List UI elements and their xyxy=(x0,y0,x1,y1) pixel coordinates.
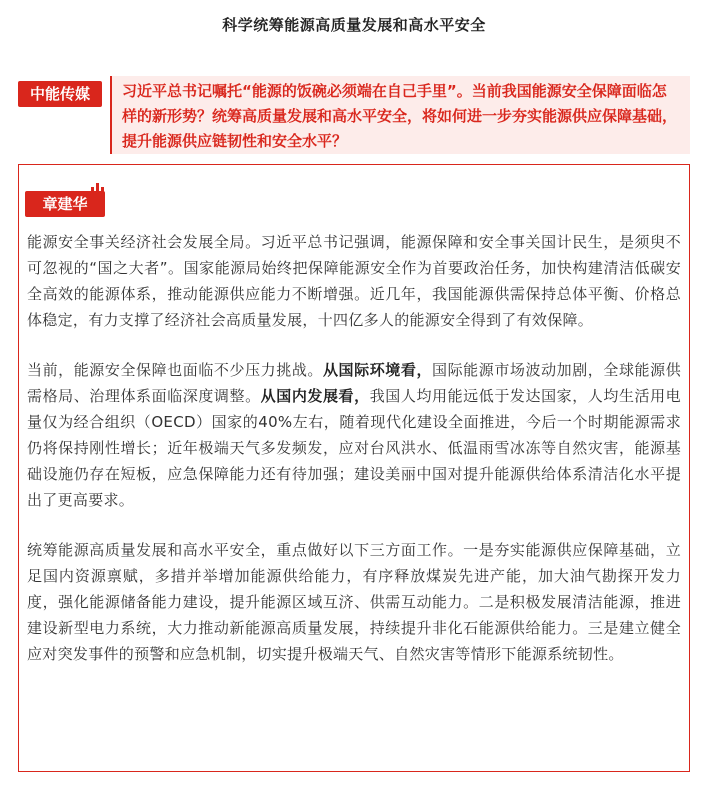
question-text: 习近平总书记嘱托“能源的饭碗必须端在自己手里”。当前我国能源安全保障面临怎样的新形势？统筹高质量发展和高水平安全，将如何进一步夯实能源供应保障基础，提升能源供应链韧性和安全水平？ xyxy=(110,76,690,154)
paragraph-2-international: 国际能源市场波动加剧，全球能源供需格局、治理体系面临深度调整。 xyxy=(27,361,681,405)
question-box xyxy=(18,76,690,154)
paragraph-2-intro: 当前，能源安全保障也面临不少压力挑战。 xyxy=(27,361,323,379)
paragraph-1: 能源安全事关经济社会发展全局。习近平总书记强调，能源保障和安全事关国计民生，是须臾不可忽视的“国之大者”。国家能源局始终把保障能源安全作为首要政治任务，加快构建清洁低碳安全高效的能源体系，推动能源供应能力不断增强。近几年，我国能源供需保持总体平衡、价格总体稳定，有力支撑了经济社会高质量发展，十四亿多人的能源安全得到了有效保障。 xyxy=(27,233,681,329)
paragraph-2-bold-international: 从国际环境看， xyxy=(322,361,433,379)
paragraph-2-bold-domestic: 从国内发展看， xyxy=(260,387,370,405)
paragraph-2-domestic: 我国人均用能远低于发达国家，人均生活用电量仅为经合组织（OECD）国家的40%左右，随着现代化建设全面推进，今后一个时期能源需求仍将保持刚性增长；近年极端天气多发频发，应对台风洪水、低温雨雪冰冻等自然灾害，能源基础设施仍存在短板，应急保障能力还有待加强；建设美丽中国对提升能源供给体系清洁化水平提出了更高要求。 xyxy=(27,387,681,509)
answer-box xyxy=(18,164,690,772)
paragraph-2 xyxy=(27,357,681,513)
page-title: 科学统筹能源高质量发展和高水平安全 xyxy=(222,16,486,34)
media-tag: 中能传媒 xyxy=(18,81,102,107)
author-tag: 章建华 xyxy=(25,191,105,217)
answer-body xyxy=(27,229,681,691)
paragraph-3: 统筹能源高质量发展和高水平安全，重点做好以下三方面工作。一是夯实能源供应保障基础，立足国内资源禀赋，多措并举增加能源供给能力，有序释放煤炭先进产能，加大油气勘探开发力度，强化能源储备能力建设，提升能源区域互济、供需互动能力。二是积极发展清洁能源，推进建设新型电力系统，大力推动新能源高质量发展，持续提升非化石能源供给能力。三是建立健全应对突发事件的预警和应急机制，切实提升极端天气、自然灾害等情形下能源系统韧性。 xyxy=(27,541,681,663)
